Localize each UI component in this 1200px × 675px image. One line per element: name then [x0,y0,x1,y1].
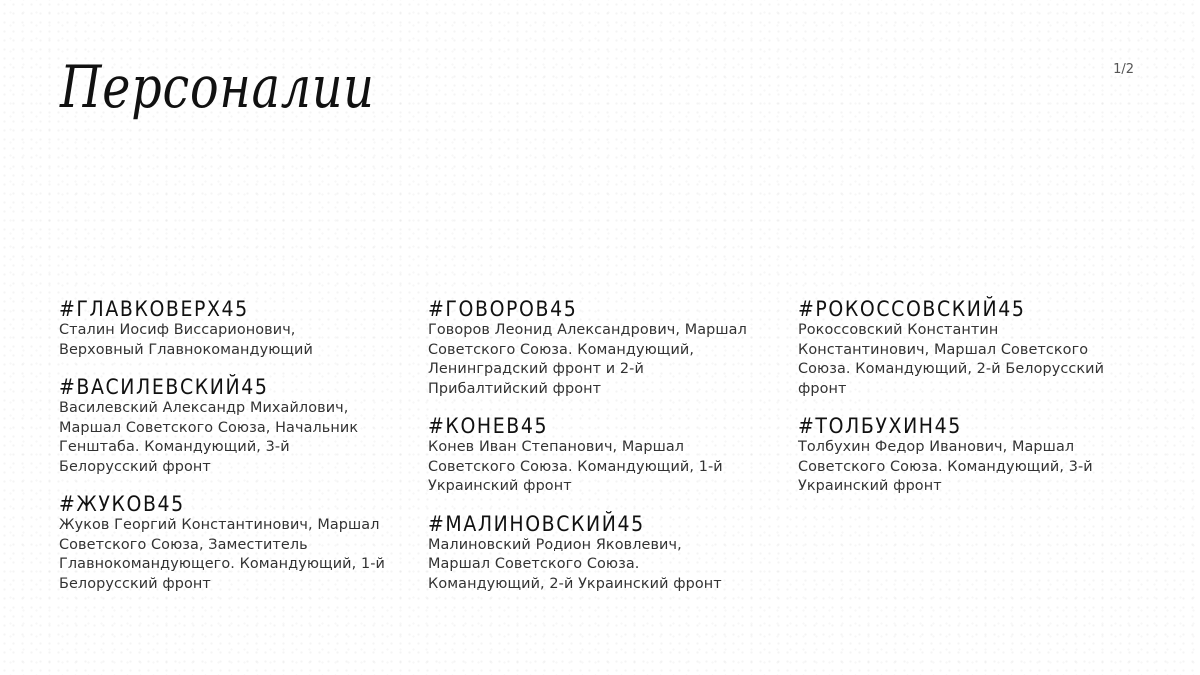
person-konev [428,415,773,497]
description-line: Генштаба. Командующий, 3-й [59,439,290,455]
hashtag: #ГОВОРОВ45 [428,297,578,321]
description-line: Василевский Александр Михайлович, [59,400,349,416]
description-line: Главнокомандующего. Командующий, 1-й [59,556,385,572]
description-line: фронт [798,380,847,397]
description-line: Толбухин Федор Иванович, Маршал [798,439,1075,455]
person-vasilevsky [59,376,404,477]
hashtag: #ВАСИЛЕВСКИЙ45 [59,375,269,399]
person-description [428,438,773,497]
description-line: Украинский фронт [428,478,572,494]
person-description [59,399,404,477]
person-tolbukhin [798,415,1143,497]
description-line: Украинский фронт [798,478,942,494]
description-line: Маршал Советского Союза, Начальник [59,419,359,436]
hashtag: #ТОЛБУХИН45 [798,414,962,438]
page-title: Персоналии [60,53,375,121]
person-description [428,321,773,399]
description-line: Жуков Георгий Константинович, Маршал [59,517,380,533]
hashtag: #РОКОССОВСКИЙ45 [798,297,1026,321]
person-govorov [428,298,773,399]
description-line: Советского Союза, Заместитель [59,536,308,553]
description-line: Маршал Советского Союза. [428,556,640,572]
description-line: Говоров Леонид Александрович, Маршал [428,322,747,338]
hashtag: #ЖУКОВ45 [59,492,185,516]
description-line: Верховный Главнокомандующий [59,341,313,358]
person-glavkoverh [59,298,404,360]
hashtag: #ГЛАВКОВЕРХ45 [59,297,249,321]
page-number: 1/2 [1113,62,1134,77]
description-line: Константинович, Маршал Советского [798,341,1089,358]
hashtag: #МАЛИНОВСКИЙ45 [428,511,645,536]
description-line: Белорусский фронт [59,575,211,592]
person-description [59,321,404,360]
person-rokossovsky [798,298,1143,399]
person-description [798,321,1143,399]
person-malinovsky [428,513,773,595]
description-line: Командующий, 2-й Украинский фронт [428,575,722,592]
description-line: Советского Союза. Командующий, [428,341,695,358]
description-line: Белорусский фронт [59,458,211,475]
person-description [59,516,404,594]
description-line: Союза. Командующий, 2-й Белорусский [798,361,1105,377]
person-description [798,438,1143,497]
person-zhukov [59,493,404,594]
column-2 [428,298,773,610]
description-line: Сталин Иосиф Виссарионович, [59,322,296,338]
description-line: Советского Союза. Командующий, 1-й [428,458,723,475]
hashtag: #КОНЕВ45 [428,414,549,438]
description-line: Прибалтийский фронт [428,380,602,397]
person-description [428,536,773,595]
column-1 [59,298,404,610]
description-line: Советского Союза. Командующий, 3-й [798,458,1093,475]
description-line: Конев Иван Степанович, Маршал [428,439,685,455]
description-line: Рокоссовский Константин [798,322,999,338]
description-line: Малиновский Родион Яковлевич, [428,536,682,553]
column-3 [798,298,1143,513]
description-line: Ленинградский фронт и 2-й [428,361,644,377]
